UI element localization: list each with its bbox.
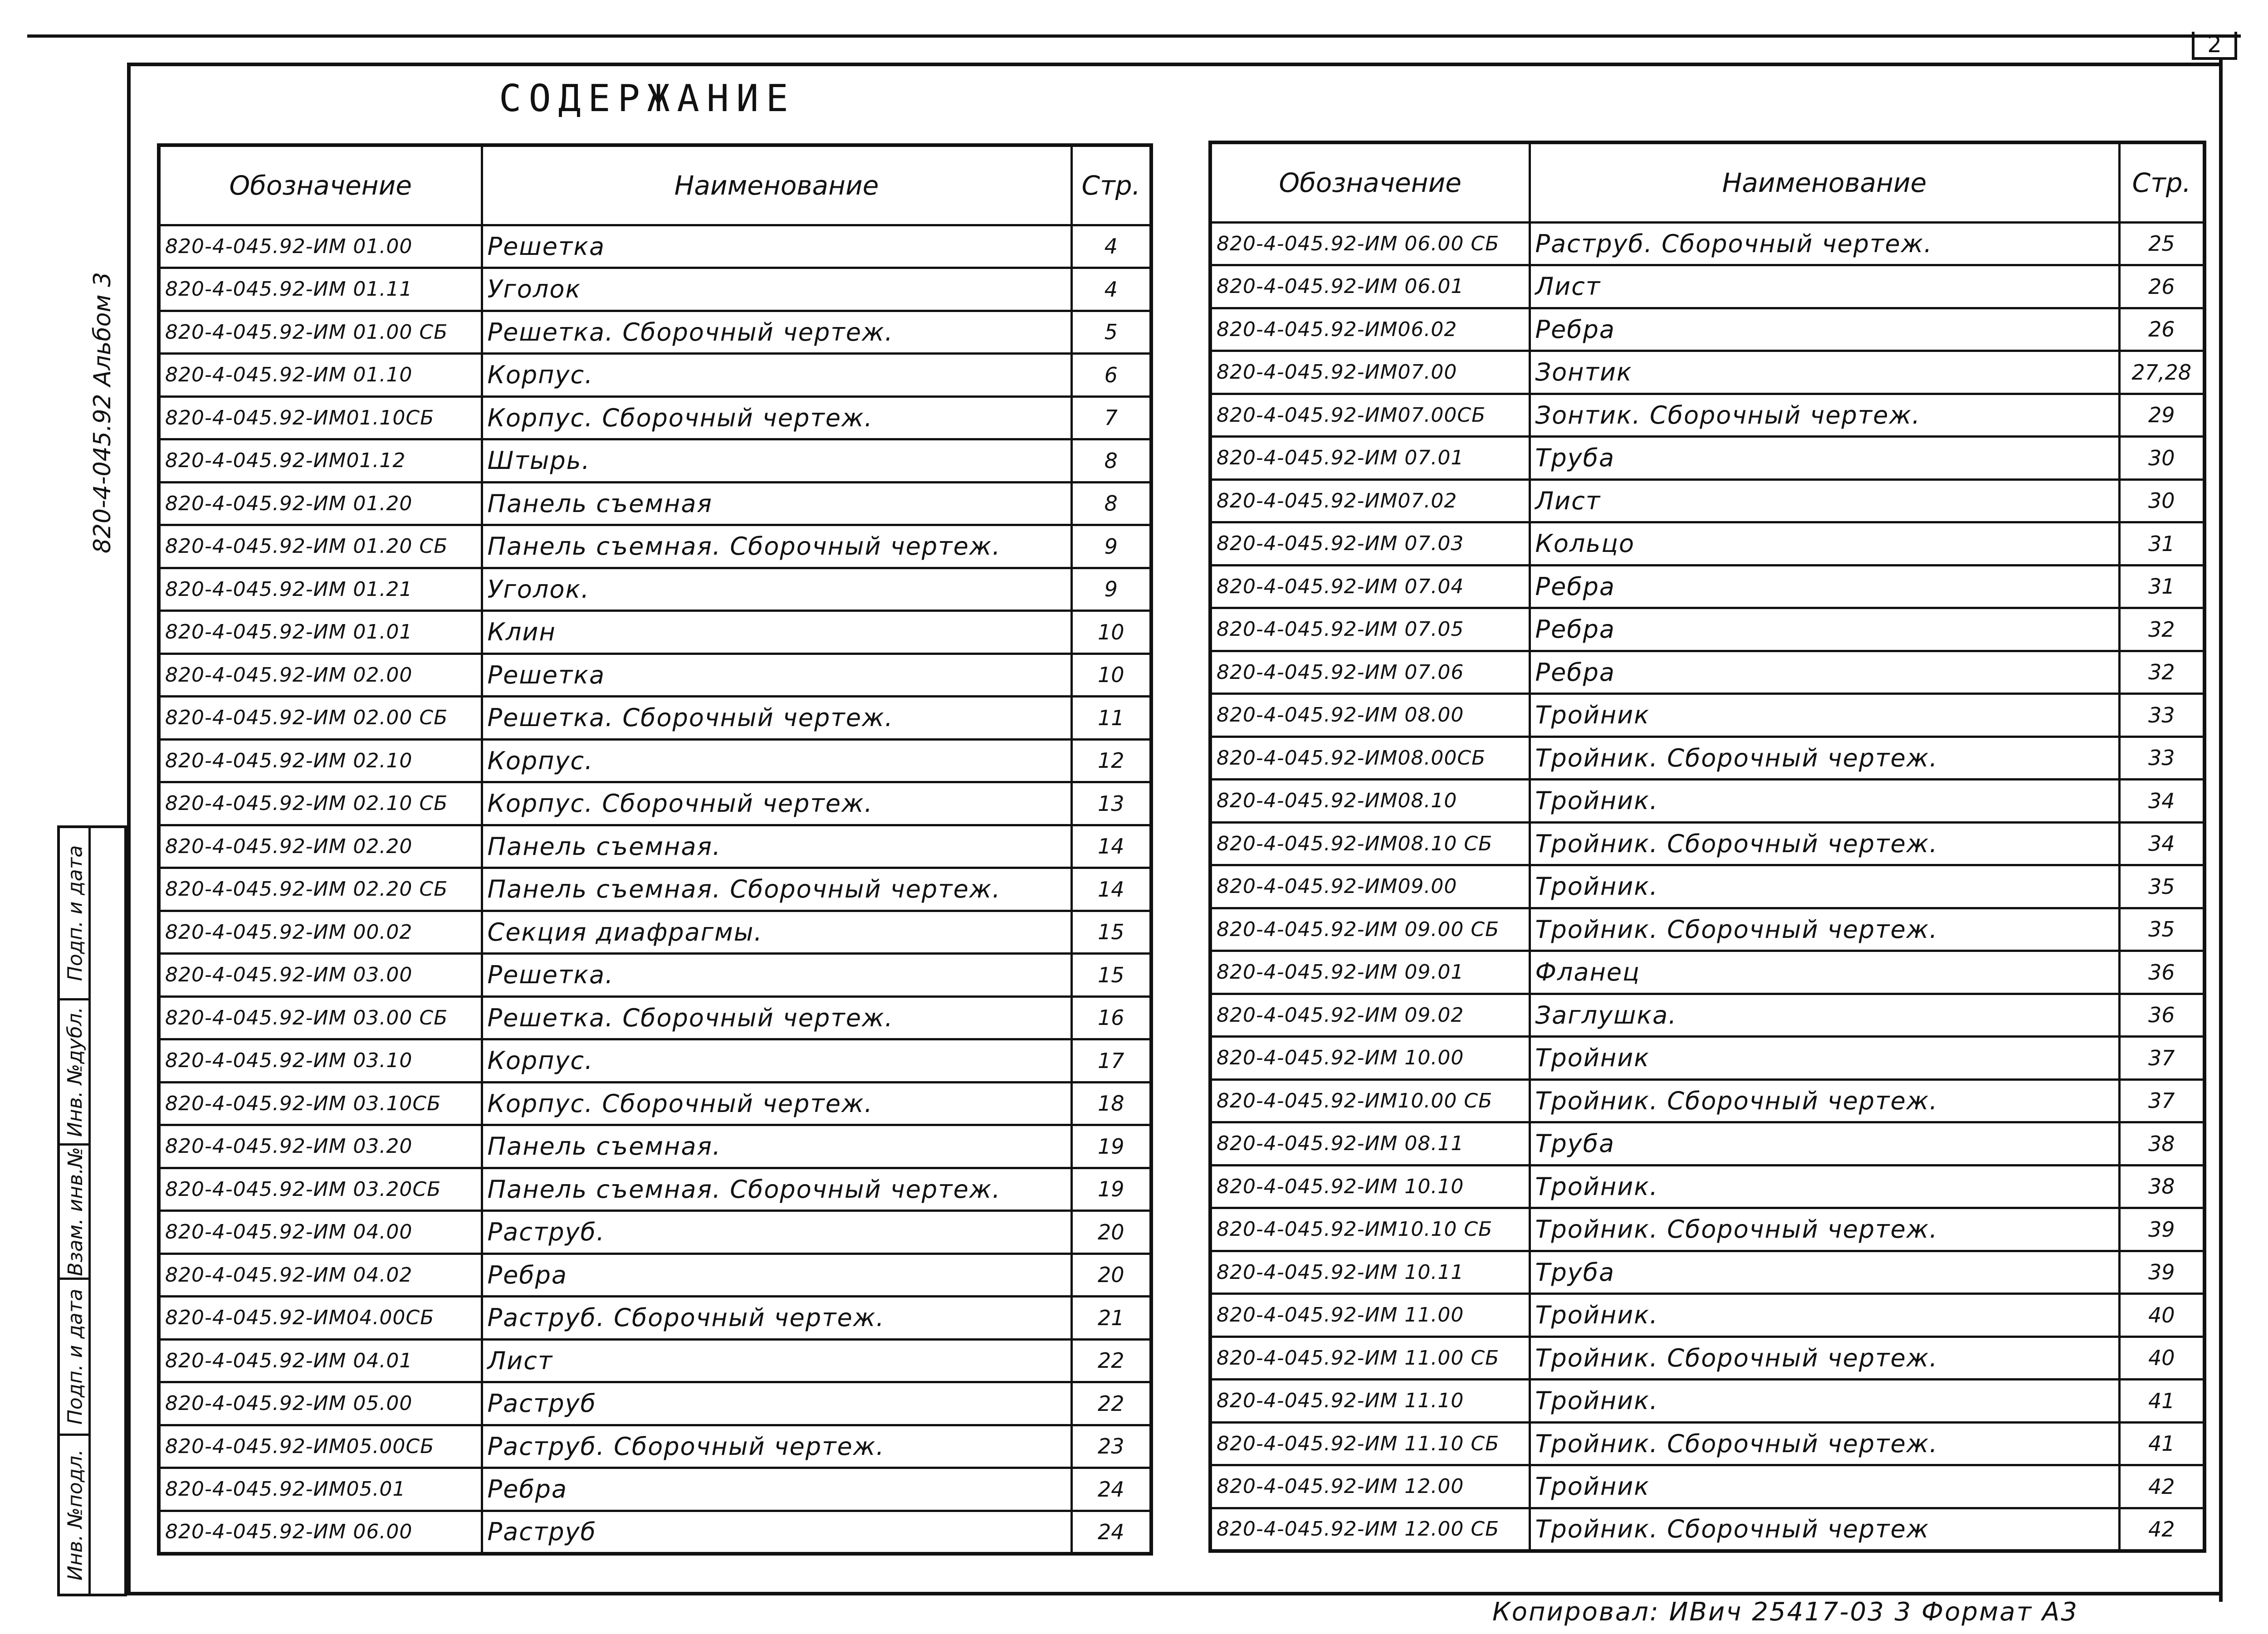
page-title: СОДЕРЖАНИЕ bbox=[499, 77, 796, 120]
page-cell: 24 bbox=[1071, 1511, 1151, 1554]
code-cell: 820-4-045.92-ИМ 12.00 СБ bbox=[1210, 1508, 1530, 1551]
table-row bbox=[159, 1297, 1151, 1340]
code-cell: 820-4-045.92-ИМ05.00СБ bbox=[159, 1425, 482, 1468]
page-cell: 24 bbox=[1071, 1468, 1151, 1511]
name-cell: Тройник bbox=[1530, 694, 2119, 737]
table-row bbox=[159, 611, 1151, 654]
page-cell: 36 bbox=[2119, 994, 2204, 1037]
header-page: Стр. bbox=[2119, 142, 2204, 222]
table-row bbox=[159, 1339, 1151, 1382]
stamp-cell-vzam-inv bbox=[60, 1146, 91, 1280]
name-cell: Труба bbox=[1530, 1122, 2119, 1166]
table-row bbox=[1210, 737, 2204, 780]
stamp-label: Инв. №дубл. bbox=[64, 1006, 87, 1137]
page-cell: 27,28 bbox=[2119, 351, 2204, 394]
code-cell: 820-4-045.92-ИМ 05.00 bbox=[159, 1382, 482, 1425]
code-cell: 820-4-045.92-ИМ 11.00 СБ bbox=[1210, 1336, 1530, 1380]
header-name: Наименование bbox=[1530, 142, 2119, 222]
table-row bbox=[159, 782, 1151, 825]
page-cell: 42 bbox=[2119, 1465, 2204, 1508]
name-cell: Раструб bbox=[482, 1382, 1071, 1425]
name-cell: Тройник. bbox=[1530, 1380, 2119, 1423]
code-cell: 820-4-045.92-ИМ 03.20 bbox=[159, 1125, 482, 1168]
page-cell: 31 bbox=[2119, 522, 2204, 566]
code-cell: 820-4-045.92-ИМ 07.06 bbox=[1210, 651, 1530, 694]
table-row bbox=[159, 996, 1151, 1039]
table-row bbox=[1210, 437, 2204, 480]
table-row bbox=[159, 1039, 1151, 1083]
name-cell: Труба bbox=[1530, 437, 2119, 480]
stamp-label: Инв. №подл. bbox=[64, 1449, 87, 1580]
table-row bbox=[1210, 522, 2204, 566]
name-cell: Зонтик bbox=[1530, 351, 2119, 394]
table-header-row bbox=[1210, 142, 2204, 222]
name-cell: Решетка bbox=[482, 654, 1071, 697]
page-cell: 33 bbox=[2119, 694, 2204, 737]
page-cell: 4 bbox=[1071, 268, 1151, 311]
page-cell: 31 bbox=[2119, 565, 2204, 608]
table-row bbox=[159, 225, 1151, 268]
stamp-label: Подп. и дата bbox=[64, 1288, 87, 1425]
code-cell: 820-4-045.92-ИМ 10.11 bbox=[1210, 1251, 1530, 1294]
name-cell: Раструб. bbox=[482, 1211, 1071, 1254]
page-cell: 38 bbox=[2119, 1165, 2204, 1208]
page-cell: 4 bbox=[1071, 225, 1151, 268]
table-row bbox=[1210, 1037, 2204, 1080]
side-album-label: 820-4-045.92 Альбом 3 bbox=[89, 272, 116, 554]
code-cell: 820-4-045.92-ИМ 01.00 bbox=[159, 225, 482, 268]
code-cell: 820-4-045.92-ИМ 01.21 bbox=[159, 568, 482, 611]
code-cell: 820-4-045.92-ИМ 00.02 bbox=[159, 911, 482, 954]
page-cell: 39 bbox=[2119, 1251, 2204, 1294]
page-cell: 19 bbox=[1071, 1168, 1151, 1211]
table-row bbox=[159, 354, 1151, 397]
code-cell: 820-4-045.92-ИМ 01.10 bbox=[159, 354, 482, 397]
page-cell: 32 bbox=[2119, 608, 2204, 651]
name-cell: Тройник. bbox=[1530, 780, 2119, 823]
page-cell: 14 bbox=[1071, 825, 1151, 868]
table-row bbox=[159, 1082, 1151, 1125]
page-cell: 23 bbox=[1071, 1425, 1151, 1468]
code-cell: 820-4-045.92-ИМ 07.04 bbox=[1210, 565, 1530, 608]
page-cell: 19 bbox=[1071, 1125, 1151, 1168]
code-cell: 820-4-045.92-ИМ 03.10 bbox=[159, 1039, 482, 1083]
code-cell: 820-4-045.92-ИМ 07.03 bbox=[1210, 522, 1530, 566]
header-code: Обозначение bbox=[1210, 142, 1530, 222]
table-row bbox=[159, 396, 1151, 439]
table-row bbox=[1210, 1508, 2204, 1551]
page-cell: 9 bbox=[1071, 525, 1151, 568]
name-cell: Корпус. Сборочный чертеж. bbox=[482, 396, 1071, 439]
table-row bbox=[159, 825, 1151, 868]
table-header-row bbox=[159, 145, 1151, 225]
table-row bbox=[159, 1468, 1151, 1511]
name-cell: Корпус. bbox=[482, 739, 1071, 782]
code-cell: 820-4-045.92-ИМ01.10СБ bbox=[159, 396, 482, 439]
table-row bbox=[1210, 651, 2204, 694]
contents-table-left bbox=[157, 143, 1153, 1556]
code-cell: 820-4-045.92-ИМ 02.20 СБ bbox=[159, 868, 482, 911]
name-cell: Раструб. Сборочный чертеж. bbox=[482, 1425, 1071, 1468]
page-cell: 14 bbox=[1071, 868, 1151, 911]
name-cell: Раструб bbox=[482, 1511, 1071, 1554]
page-cell: 26 bbox=[2119, 308, 2204, 351]
code-cell: 820-4-045.92-ИМ 01.20 СБ bbox=[159, 525, 482, 568]
page-cell: 39 bbox=[2119, 1208, 2204, 1251]
name-cell: Штырь. bbox=[482, 439, 1071, 483]
code-cell: 820-4-045.92-ИМ 06.01 bbox=[1210, 265, 1530, 308]
table-row bbox=[159, 268, 1151, 311]
name-cell: Раструб. Сборочный чертеж. bbox=[482, 1297, 1071, 1340]
name-cell: Тройник. Сборочный чертеж. bbox=[1530, 908, 2119, 951]
code-cell: 820-4-045.92-ИМ 04.02 bbox=[159, 1254, 482, 1297]
code-cell: 820-4-045.92-ИМ 09.01 bbox=[1210, 951, 1530, 994]
table-row bbox=[159, 1382, 1151, 1425]
header-page: Стр. bbox=[1071, 145, 1151, 225]
contents-left-body bbox=[159, 225, 1151, 1554]
name-cell: Тройник. bbox=[1530, 865, 2119, 908]
code-cell: 820-4-045.92-ИМ 10.10 bbox=[1210, 1165, 1530, 1208]
name-cell: Лист bbox=[1530, 265, 2119, 308]
stamp-cell-inv-podl bbox=[60, 1436, 91, 1594]
page-cell: 36 bbox=[2119, 951, 2204, 994]
page-cell: 7 bbox=[1071, 396, 1151, 439]
page-cell: 42 bbox=[2119, 1508, 2204, 1551]
table-row bbox=[1210, 265, 2204, 308]
name-cell: Тройник. Сборочный чертеж. bbox=[1530, 1208, 2119, 1251]
code-cell: 820-4-045.92-ИМ 03.00 bbox=[159, 954, 482, 997]
name-cell: Клин bbox=[482, 611, 1071, 654]
code-cell: 820-4-045.92-ИМ 02.10 bbox=[159, 739, 482, 782]
page-cell: 10 bbox=[1071, 654, 1151, 697]
name-cell: Тройник. bbox=[1530, 1294, 2119, 1337]
code-cell: 820-4-045.92-ИМ 10.00 bbox=[1210, 1037, 1530, 1080]
code-cell: 820-4-045.92-ИМ07.00СБ bbox=[1210, 394, 1530, 437]
name-cell: Тройник. Сборочный чертеж. bbox=[1530, 1422, 2119, 1465]
page-cell: 17 bbox=[1071, 1039, 1151, 1083]
page-cell: 8 bbox=[1071, 439, 1151, 483]
code-cell: 820-4-045.92-ИМ 04.00 bbox=[159, 1211, 482, 1254]
table-row bbox=[159, 739, 1151, 782]
page-cell: 32 bbox=[2119, 651, 2204, 694]
header-code: Обозначение bbox=[159, 145, 482, 225]
table-row bbox=[159, 654, 1151, 697]
code-cell: 820-4-045.92-ИМ10.00 СБ bbox=[1210, 1079, 1530, 1122]
code-cell: 820-4-045.92-ИМ 11.10 bbox=[1210, 1380, 1530, 1423]
code-cell: 820-4-045.92-ИМ 09.00 СБ bbox=[1210, 908, 1530, 951]
contents-table-right bbox=[1208, 141, 2206, 1553]
code-cell: 820-4-045.92-ИМ09.00 bbox=[1210, 865, 1530, 908]
table-row bbox=[1210, 1380, 2204, 1423]
code-cell: 820-4-045.92-ИМ 07.05 bbox=[1210, 608, 1530, 651]
code-cell: 820-4-045.92-ИМ08.10 bbox=[1210, 780, 1530, 823]
header-name: Наименование bbox=[482, 145, 1071, 225]
code-cell: 820-4-045.92-ИМ 01.20 bbox=[159, 482, 482, 525]
code-cell: 820-4-045.92-ИМ 08.00 bbox=[1210, 694, 1530, 737]
name-cell: Лист bbox=[482, 1339, 1071, 1382]
page-cell: 12 bbox=[1071, 739, 1151, 782]
code-cell: 820-4-045.92-ИМ 12.00 bbox=[1210, 1465, 1530, 1508]
table-row bbox=[1210, 1422, 2204, 1465]
page-cell: 22 bbox=[1071, 1339, 1151, 1382]
code-cell: 820-4-045.92-ИМ01.12 bbox=[159, 439, 482, 483]
page-cell: 5 bbox=[1071, 311, 1151, 354]
name-cell: Раструб. Сборочный чертеж. bbox=[1530, 222, 2119, 265]
page-cell: 41 bbox=[2119, 1422, 2204, 1465]
stamp-cell-podp-data-2 bbox=[60, 828, 91, 1000]
name-cell: Решетка. Сборочный чертеж. bbox=[482, 996, 1071, 1039]
code-cell: 820-4-045.92-ИМ05.01 bbox=[159, 1468, 482, 1511]
table-row bbox=[1210, 1208, 2204, 1251]
table-row bbox=[159, 868, 1151, 911]
code-cell: 820-4-045.92-ИМ 02.10 СБ bbox=[159, 782, 482, 825]
page-cell: 38 bbox=[2119, 1122, 2204, 1166]
table-row bbox=[1210, 908, 2204, 951]
code-cell: 820-4-045.92-ИМ 03.00 СБ bbox=[159, 996, 482, 1039]
name-cell: Решетка bbox=[482, 225, 1071, 268]
table-row bbox=[159, 482, 1151, 525]
name-cell: Панель съемная. Сборочный чертеж. bbox=[482, 868, 1071, 911]
name-cell: Труба bbox=[1530, 1251, 2119, 1294]
name-cell: Корпус. bbox=[482, 1039, 1071, 1083]
code-cell: 820-4-045.92-ИМ10.10 СБ bbox=[1210, 1208, 1530, 1251]
code-cell: 820-4-045.92-ИМ07.02 bbox=[1210, 479, 1530, 522]
page-cell: 10 bbox=[1071, 611, 1151, 654]
table-row bbox=[159, 439, 1151, 483]
code-cell: 820-4-045.92-ИМ 06.00 СБ bbox=[1210, 222, 1530, 265]
table-row bbox=[1210, 394, 2204, 437]
name-cell: Корпус. Сборочный чертеж. bbox=[482, 1082, 1071, 1125]
name-cell: Тройник. Сборочный чертеж. bbox=[1530, 737, 2119, 780]
name-cell: Секция диафрагмы. bbox=[482, 911, 1071, 954]
page-cell: 30 bbox=[2119, 437, 2204, 480]
name-cell: Панель съемная. Сборочный чертеж. bbox=[482, 525, 1071, 568]
page-cell: 22 bbox=[1071, 1382, 1151, 1425]
code-cell: 820-4-045.92-ИМ04.00СБ bbox=[159, 1297, 482, 1340]
page-cell: 9 bbox=[1071, 568, 1151, 611]
stamp-label-column bbox=[60, 828, 91, 1594]
table-row bbox=[1210, 222, 2204, 265]
stamp-label: Взам. инв.№ bbox=[64, 1147, 87, 1276]
name-cell: Тройник. bbox=[1530, 1165, 2119, 1208]
table-row bbox=[1210, 1336, 2204, 1380]
table-row bbox=[159, 954, 1151, 997]
page-cell: 40 bbox=[2119, 1336, 2204, 1380]
code-cell: 820-4-045.92-ИМ 07.01 bbox=[1210, 437, 1530, 480]
code-cell: 820-4-045.92-ИМ 03.10СБ bbox=[159, 1082, 482, 1125]
table-row bbox=[159, 568, 1151, 611]
table-row bbox=[1210, 865, 2204, 908]
page-cell: 13 bbox=[1071, 782, 1151, 825]
name-cell: Зонтик. Сборочный чертеж. bbox=[1530, 394, 2119, 437]
name-cell: Заглушка. bbox=[1530, 994, 2119, 1037]
table-row bbox=[159, 1254, 1151, 1297]
stamp-cell-podp-data-1 bbox=[60, 1280, 91, 1436]
name-cell: Ребра bbox=[1530, 308, 2119, 351]
table-row bbox=[1210, 351, 2204, 394]
code-cell: 820-4-045.92-ИМ 11.00 bbox=[1210, 1294, 1530, 1337]
code-cell: 820-4-045.92-ИМ 11.10 СБ bbox=[1210, 1422, 1530, 1465]
name-cell: Панель съемная. bbox=[482, 825, 1071, 868]
table-row bbox=[159, 1511, 1151, 1554]
code-cell: 820-4-045.92-ИМ 03.20СБ bbox=[159, 1168, 482, 1211]
table-row bbox=[1210, 1294, 2204, 1337]
page-cell: 37 bbox=[2119, 1079, 2204, 1122]
name-cell: Ребра bbox=[1530, 565, 2119, 608]
code-cell: 820-4-045.92-ИМ 01.01 bbox=[159, 611, 482, 654]
stamp-label: Подп. и дата bbox=[64, 845, 87, 981]
name-cell: Панель съемная. Сборочный чертеж. bbox=[482, 1168, 1071, 1211]
code-cell: 820-4-045.92-ИМ07.00 bbox=[1210, 351, 1530, 394]
table-row bbox=[1210, 822, 2204, 865]
code-cell: 820-4-045.92-ИМ 01.00 СБ bbox=[159, 311, 482, 354]
name-cell: Тройник. Сборочный чертеж. bbox=[1530, 1336, 2119, 1380]
code-cell: 820-4-045.92-ИМ 09.02 bbox=[1210, 994, 1530, 1037]
table-row bbox=[159, 525, 1151, 568]
name-cell: Ребра bbox=[1530, 608, 2119, 651]
page-cell: 33 bbox=[2119, 737, 2204, 780]
name-cell: Решетка. bbox=[482, 954, 1071, 997]
name-cell: Панель съемная bbox=[482, 482, 1071, 525]
name-cell: Ребра bbox=[482, 1468, 1071, 1511]
code-cell: 820-4-045.92-ИМ08.00СБ bbox=[1210, 737, 1530, 780]
contents-right-body bbox=[1210, 222, 2204, 1551]
stamp-cell-inv-dubl bbox=[60, 1000, 91, 1146]
table-row bbox=[159, 911, 1151, 954]
name-cell: Корпус. bbox=[482, 354, 1071, 397]
code-cell: 820-4-045.92-ИМ 04.01 bbox=[159, 1339, 482, 1382]
name-cell: Ребра bbox=[482, 1254, 1071, 1297]
table-row bbox=[1210, 308, 2204, 351]
table-row bbox=[159, 697, 1151, 740]
code-cell: 820-4-045.92-ИМ08.10 СБ bbox=[1210, 822, 1530, 865]
table-row bbox=[1210, 1465, 2204, 1508]
table-row bbox=[1210, 994, 2204, 1037]
page-number: 2 bbox=[2192, 32, 2237, 60]
top-rule bbox=[27, 34, 2241, 38]
page-cell: 11 bbox=[1071, 697, 1151, 740]
table-row bbox=[159, 1125, 1151, 1168]
name-cell: Кольцо bbox=[1530, 522, 2119, 566]
page-cell: 35 bbox=[2119, 865, 2204, 908]
table-row bbox=[1210, 1079, 2204, 1122]
code-cell: 820-4-045.92-ИМ 02.00 bbox=[159, 654, 482, 697]
name-cell: Уголок. bbox=[482, 568, 1071, 611]
binding-stamp bbox=[57, 825, 127, 1596]
code-cell: 820-4-045.92-ИМ 01.11 bbox=[159, 268, 482, 311]
page-cell: 34 bbox=[2119, 822, 2204, 865]
table-row bbox=[1210, 608, 2204, 651]
table-row bbox=[1210, 565, 2204, 608]
table-row bbox=[159, 1211, 1151, 1254]
page-cell: 35 bbox=[2119, 908, 2204, 951]
table-row bbox=[1210, 951, 2204, 994]
name-cell: Фланец bbox=[1530, 951, 2119, 994]
name-cell: Тройник. Сборочный чертеж. bbox=[1530, 1079, 2119, 1122]
name-cell: Тройник bbox=[1530, 1037, 2119, 1080]
page-cell: 29 bbox=[2119, 394, 2204, 437]
code-cell: 820-4-045.92-ИМ06.02 bbox=[1210, 308, 1530, 351]
page-cell: 15 bbox=[1071, 911, 1151, 954]
table-row bbox=[1210, 1122, 2204, 1166]
page-cell: 16 bbox=[1071, 996, 1151, 1039]
page-cell: 8 bbox=[1071, 482, 1151, 525]
page-cell: 6 bbox=[1071, 354, 1151, 397]
table-row bbox=[1210, 694, 2204, 737]
name-cell: Тройник. Сборочный чертеж bbox=[1530, 1508, 2119, 1551]
code-cell: 820-4-045.92-ИМ 06.00 bbox=[159, 1511, 482, 1554]
table-row bbox=[1210, 780, 2204, 823]
table-row bbox=[1210, 1251, 2204, 1294]
page-cell: 18 bbox=[1071, 1082, 1151, 1125]
name-cell: Уголок bbox=[482, 268, 1071, 311]
page-cell: 40 bbox=[2119, 1294, 2204, 1337]
name-cell: Корпус. Сборочный чертеж. bbox=[482, 782, 1071, 825]
table-row bbox=[1210, 1165, 2204, 1208]
name-cell: Тройник bbox=[1530, 1465, 2119, 1508]
name-cell: Ребра bbox=[1530, 651, 2119, 694]
page-cell: 30 bbox=[2119, 479, 2204, 522]
copy-stamp-footer: Копировал: ИВич 25417-03 3 Формат А3 bbox=[1492, 1597, 2078, 1627]
table-row bbox=[159, 1425, 1151, 1468]
name-cell: Лист bbox=[1530, 479, 2119, 522]
name-cell: Тройник. Сборочный чертеж. bbox=[1530, 822, 2119, 865]
code-cell: 820-4-045.92-ИМ 08.11 bbox=[1210, 1122, 1530, 1166]
table-row bbox=[159, 1168, 1151, 1211]
name-cell: Панель съемная. bbox=[482, 1125, 1071, 1168]
page-cell: 34 bbox=[2119, 780, 2204, 823]
page-cell: 21 bbox=[1071, 1297, 1151, 1340]
page-cell: 20 bbox=[1071, 1254, 1151, 1297]
page-cell: 25 bbox=[2119, 222, 2204, 265]
name-cell: Решетка. Сборочный чертеж. bbox=[482, 697, 1071, 740]
code-cell: 820-4-045.92-ИМ 02.20 bbox=[159, 825, 482, 868]
page-cell: 26 bbox=[2119, 265, 2204, 308]
frame-right-edge bbox=[2219, 60, 2223, 1602]
table-row bbox=[1210, 479, 2204, 522]
page-cell: 15 bbox=[1071, 954, 1151, 997]
page-cell: 41 bbox=[2119, 1380, 2204, 1423]
code-cell: 820-4-045.92-ИМ 02.00 СБ bbox=[159, 697, 482, 740]
page-cell: 20 bbox=[1071, 1211, 1151, 1254]
page-cell: 37 bbox=[2119, 1037, 2204, 1080]
table-row bbox=[159, 311, 1151, 354]
name-cell: Решетка. Сборочный чертеж. bbox=[482, 311, 1071, 354]
